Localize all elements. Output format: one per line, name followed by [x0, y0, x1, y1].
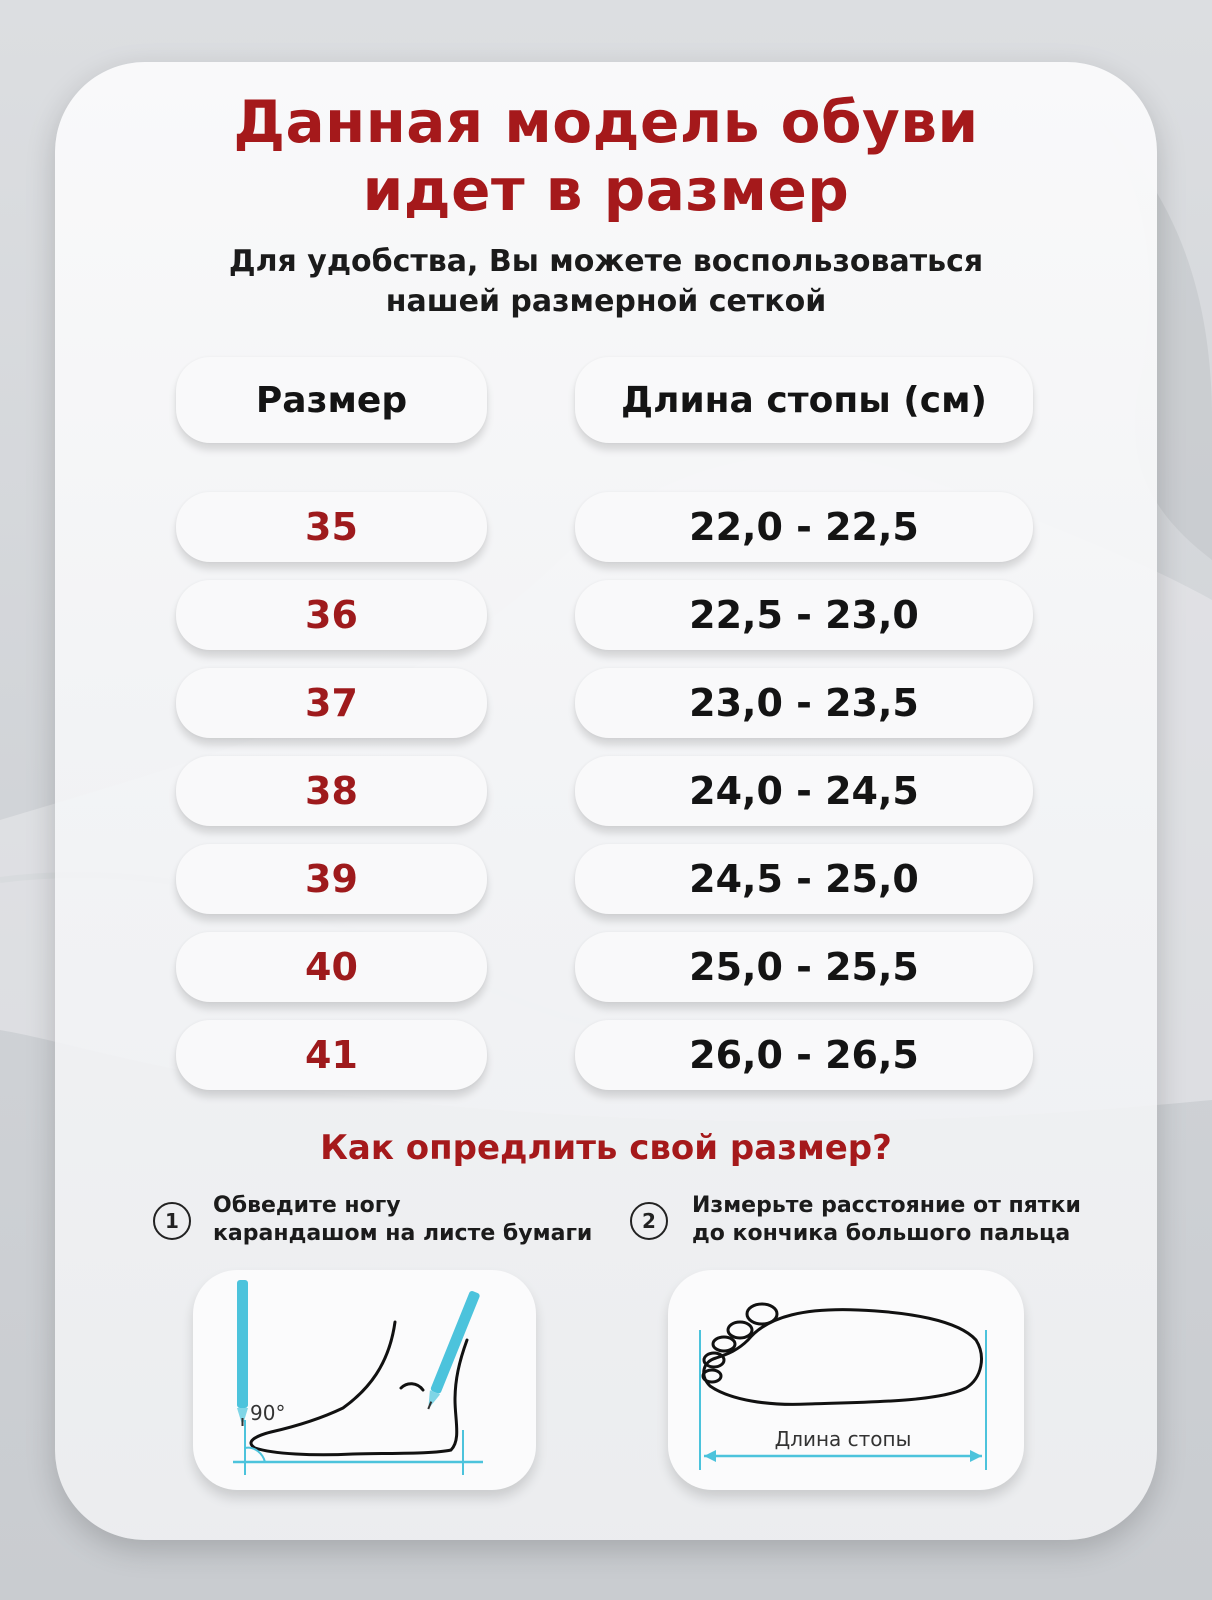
length-cell: 23,0 - 23,5: [575, 668, 1033, 738]
howto-title: Как опредлить свой размер?: [320, 1128, 892, 1168]
subtitle-line-1: Для удобства, Вы можете воспользоваться: [228, 244, 984, 279]
angle-label: 90°: [250, 1401, 286, 1425]
length-cell: 24,0 - 24,5: [575, 756, 1033, 826]
step-2-line-1: Измерьте расстояние от пятки: [692, 1193, 1081, 1218]
size-cell: 41: [176, 1020, 487, 1090]
step-1-line-2: карандашом на листе бумаги: [213, 1221, 593, 1246]
length-column-header: Длина стопы (см): [575, 357, 1033, 443]
length-cell: 25,0 - 25,5: [575, 932, 1033, 1002]
title-line-2: идет в размер: [362, 156, 850, 224]
page-title: [0, 88, 1212, 224]
size-cell: 35: [176, 492, 487, 562]
step-2-text: [692, 1192, 1081, 1248]
subtitle-line-2: нашей размерной сеткой: [385, 284, 827, 319]
pencil-icon: [237, 1280, 248, 1426]
size-column-header: Размер: [176, 357, 487, 443]
step-2-line-2: до кончика большого пальца: [692, 1221, 1071, 1246]
size-cell: 36: [176, 580, 487, 650]
subtitle: [0, 242, 1212, 322]
length-cell: 24,5 - 25,0: [575, 844, 1033, 914]
measure-foot-illustration: [668, 1270, 1024, 1490]
length-cell: 26,0 - 26,5: [575, 1020, 1033, 1090]
size-cell: 38: [176, 756, 487, 826]
size-cell: 40: [176, 932, 487, 1002]
foot-length-label: Длина стопы: [774, 1427, 912, 1451]
step-1-number: 1: [153, 1202, 191, 1240]
title-line-1: Данная модель обуви: [233, 88, 979, 156]
foot-sole-icon: [703, 1304, 981, 1404]
step-1-line-1: Обведите ногу: [213, 1193, 401, 1218]
trace-foot-illustration: [193, 1270, 536, 1490]
size-cell: 37: [176, 668, 487, 738]
length-cell: 22,5 - 23,0: [575, 580, 1033, 650]
step-2-number: 2: [630, 1202, 668, 1240]
length-cell: 22,0 - 22,5: [575, 492, 1033, 562]
pencil-icon: [423, 1290, 480, 1411]
size-cell: 39: [176, 844, 487, 914]
step-1-text: [213, 1192, 592, 1248]
